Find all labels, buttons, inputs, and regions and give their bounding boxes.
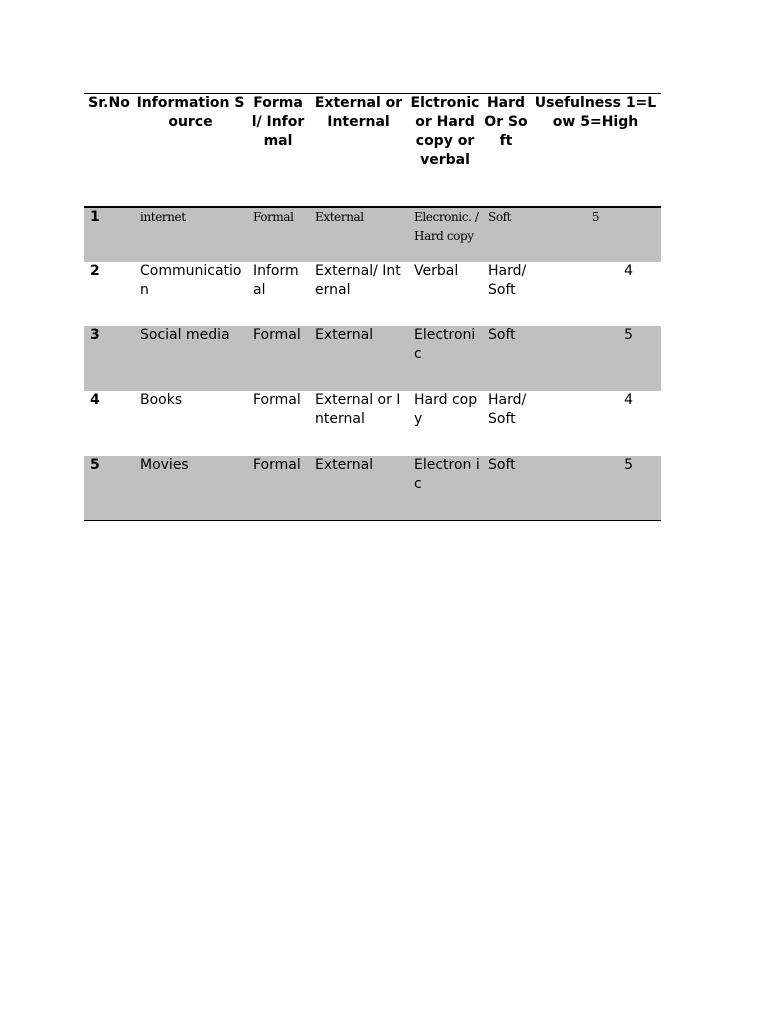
cell-source: Communication <box>140 262 242 298</box>
header-formal-informal: Formal/ Informal <box>247 94 309 207</box>
table-header <box>84 94 661 207</box>
cell-sr-no: 2 <box>90 262 100 279</box>
header-usefulness: Usefulness 1=Low 5=High <box>530 94 661 207</box>
table-row <box>84 391 661 456</box>
cell-electronic: Electronic <box>408 326 482 391</box>
cell-hard-soft: Soft <box>482 326 530 391</box>
cell-external: External/ Internal <box>315 262 401 298</box>
cell-external: External <box>309 326 408 391</box>
header-external-internal: External or Internal <box>309 94 408 207</box>
cell-hard-soft: Hard/ Soft <box>488 262 527 298</box>
cell-usefulness: 4 <box>624 262 633 279</box>
table-row <box>84 207 661 262</box>
cell-usefulness: 4 <box>624 391 633 408</box>
cell-external: External or Internal <box>315 391 401 427</box>
header-hard-soft: Hard Or Soft <box>482 94 530 207</box>
cell-formal: Informal <box>253 262 299 298</box>
cell-external: External <box>309 207 408 262</box>
cell-hard-soft: Hard/ Soft <box>488 391 527 427</box>
cell-sr-no: 5 <box>84 456 134 521</box>
header-electronic-hardcopy-verbal: Elctronic or Hard copy or verbal <box>408 94 482 207</box>
table-body <box>84 207 661 521</box>
header-information-source: Information Source <box>134 94 247 207</box>
cell-electronic: Elecronic. / Hard copy <box>408 207 482 262</box>
info-source-table-container <box>84 93 661 521</box>
cell-formal: Formal <box>247 326 309 391</box>
cell-sr-no: 3 <box>84 326 134 391</box>
cell-source: internet <box>134 207 247 262</box>
cell-external: External <box>309 456 408 521</box>
cell-formal: Formal <box>247 207 309 262</box>
table-row <box>84 456 661 521</box>
cell-usefulness: 5 <box>530 456 661 521</box>
cell-sr-no: 4 <box>90 391 100 408</box>
info-source-table <box>84 93 661 521</box>
cell-sr-no: 1 <box>84 207 134 262</box>
cell-usefulness: 5 <box>530 207 661 262</box>
cell-formal: Formal <box>253 391 301 408</box>
header-sr-no: Sr.No <box>84 94 134 207</box>
cell-usefulness: 5 <box>530 326 661 391</box>
table-row <box>84 262 661 326</box>
cell-source: Social media <box>134 326 247 391</box>
cell-formal: Formal <box>247 456 309 521</box>
table-row <box>84 326 661 391</box>
cell-electronic: Hard copy <box>414 391 478 427</box>
cell-electronic: Electron i c <box>408 456 482 521</box>
cell-source: Movies <box>134 456 247 521</box>
cell-hard-soft: Soft <box>482 207 530 262</box>
cell-source: Books <box>140 391 183 408</box>
cell-hard-soft: Soft <box>482 456 530 521</box>
header-row <box>84 94 661 207</box>
cell-electronic: Verbal <box>414 262 459 279</box>
